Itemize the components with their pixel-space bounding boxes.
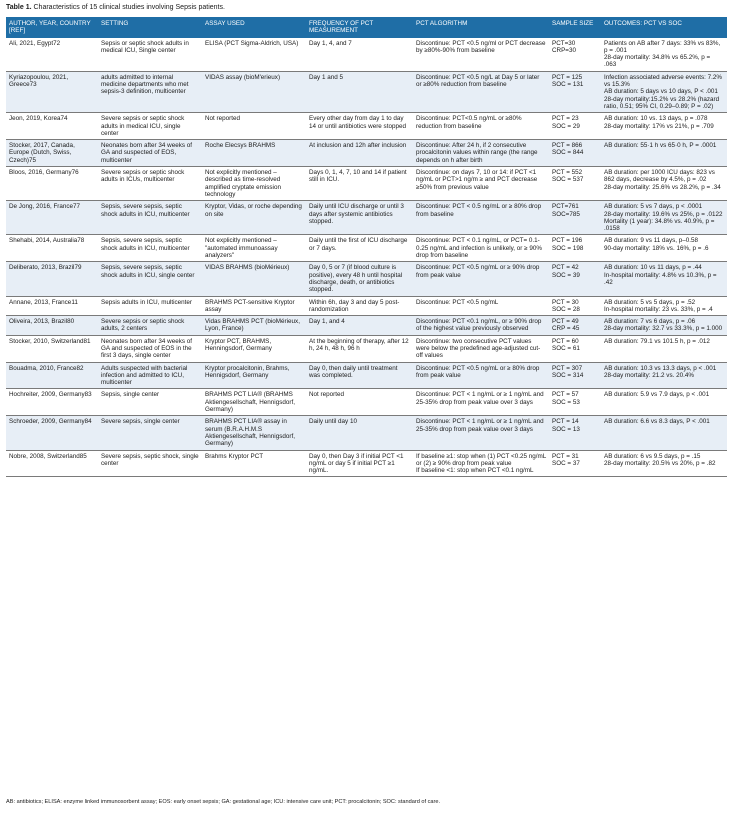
cell-text: Days 0, 1, 4, 7, 10 and 14 if patient still in ICU.: [309, 169, 407, 184]
cell-text: AB duration: 5.9 vs 7.9 days, p < .001: [604, 391, 710, 399]
column-header-setting: SETTING: [98, 17, 202, 38]
cell-text: Discontinue: PCT < 0.1 ng/mL, or PCT= 0.1-0.25 ng/mL and infection is unlikely, or ≥ 90% drop from baseline: [416, 237, 542, 260]
algorithm-cell: [413, 235, 549, 262]
cell-text: adults admitted to internal medicine departments who met sepsis-3 definition, multicenter: [101, 73, 189, 96]
cell-text: Patients on AB after 7 days: 33% vs 83%, p = .001: [604, 39, 721, 54]
sample-size-cell: [549, 201, 601, 235]
table-row: [6, 38, 727, 72]
cell-text: Discontinue: PCT <0.5 ng/ml or PCT decrease by ≥80%-90% from baseline: [416, 39, 546, 54]
author-cell: [6, 201, 98, 235]
cell-text: ELISA (PCT Sigma-Aldrich, USA): [205, 39, 299, 47]
frequency-cell: [306, 335, 413, 362]
setting-cell: [98, 389, 202, 416]
cell-text: VIDAS assay (bioM'erieux): [205, 73, 281, 81]
cell-text: AB duration: per 1000 ICU days: 823 vs 862 days, decrease by 4.5%, p = .02: [604, 169, 715, 184]
column-header-sample-size: SAMPLE SIZE: [549, 17, 601, 38]
algorithm-cell: [413, 113, 549, 140]
cell-text: At inclusion and 12h after inclusion: [309, 142, 407, 150]
algorithm-cell: [413, 167, 549, 201]
cell-text: PCT = 196: [552, 237, 583, 245]
cell-text: PCT = 30: [552, 298, 579, 306]
cell-text: PCT = 23: [552, 115, 579, 123]
cell-text: Ali, 2021, Egypt72: [9, 39, 61, 47]
sample-size-cell: [549, 316, 601, 336]
author-cell: [6, 167, 98, 201]
cell-text: Kryptor procalcitonin, Brahms, Hennigsdorf, Germany: [205, 364, 290, 379]
column-header-frequency: FREQUENCY OF PCT MEASUREMENT: [306, 17, 413, 38]
column-header-assay: ASSAY USED: [202, 17, 306, 38]
setting-cell: [98, 362, 202, 389]
author-cell: [6, 335, 98, 362]
table-row: [6, 416, 727, 450]
cell-text: SOC = 53: [552, 398, 580, 406]
setting-cell: [98, 316, 202, 336]
author-cell: [6, 71, 98, 112]
cell-text: SOC = 13: [552, 425, 580, 433]
frequency-cell: [306, 450, 413, 477]
author-cell: [6, 296, 98, 316]
outcomes-cell: [601, 71, 727, 112]
cell-text: AB duration: 9 vs 11 days, p–0.58: [604, 237, 699, 245]
cell-text: AB duration: 5 vs 5 days, p = .52: [604, 298, 696, 306]
sample-size-cell: [549, 140, 601, 167]
cell-text: Sepsis, single center: [101, 391, 160, 399]
cell-text: PCT=761: [552, 203, 579, 211]
cell-text: SOC = 29: [552, 122, 580, 130]
sample-size-cell: [549, 235, 601, 262]
outcomes-cell: [601, 296, 727, 316]
setting-cell: [98, 38, 202, 72]
cell-text: 28-day mortality: 34.8% vs 65.2%, p = .063: [604, 54, 711, 69]
sample-size-cell: [549, 389, 601, 416]
cell-text: AB duration: 10 vs 11 days, p = .44: [604, 264, 702, 272]
cell-text: SOC=785: [552, 210, 580, 218]
table-body: [6, 38, 727, 477]
assay-cell: [202, 416, 306, 450]
cell-text: Discontinue: PCT<0.5 ng/mL or ≥80% reduction from baseline: [416, 115, 522, 130]
cell-text: Within 6h, day 3 and day 5 post-randomization: [309, 298, 400, 313]
algorithm-cell: [413, 316, 549, 336]
assay-cell: [202, 335, 306, 362]
cell-text: PCT = 57: [552, 391, 579, 399]
cell-text: Infection associated adverse events: 7.2% vs 15.3%: [604, 73, 722, 89]
setting-cell: [98, 113, 202, 140]
cell-text: PCT = 14: [552, 418, 579, 426]
cell-text: Discontinue: PCT <0.1 ng/mL, or ≥ 90% drop of the highest value previously observed: [416, 318, 542, 333]
cell-text: SOC = 314: [552, 371, 584, 379]
cell-text: 28-day mortality:15.2% vs 28.2% (hazard ratio, 0.51; 95% CI, 0.29–0.89; P = .02): [604, 95, 720, 110]
cell-text: Day 0, then daily until treatment was completed.: [309, 364, 398, 379]
sample-size-cell: [549, 335, 601, 362]
cell-text: AB duration: 6.6 vs 8.3 days, P < .001: [604, 418, 710, 426]
cell-text: Roche Elecsys BRAHMS: [205, 142, 276, 150]
outcomes-cell: [601, 38, 727, 72]
author-cell: [6, 316, 98, 336]
cell-text: Severe sepsis, single center: [101, 418, 180, 426]
table-caption-text: Characteristics of 15 clinical studies involving Sepsis patients.: [33, 4, 225, 11]
setting-cell: [98, 71, 202, 112]
cell-text: Bloos, 2016, Germany76: [9, 169, 79, 177]
cell-text: Discontinue: PCT < 1 ng/mL or ≥ 1 ng/mL and 25-35% drop from peak value over 3 days: [416, 391, 544, 406]
author-cell: [6, 140, 98, 167]
author-cell: [6, 450, 98, 477]
cell-text: SOC = 198: [552, 244, 584, 252]
algorithm-cell: [413, 416, 549, 450]
cell-text: BRAHMS PCT LIA® assay in serum (B.R.A.H.M.S Aktiengesellschaft, Hennigsdorf, Germany): [205, 418, 295, 448]
cell-text: Kyriazopoulou, 2021, Greece73: [9, 73, 69, 89]
sample-size-cell: [549, 167, 601, 201]
cell-text: Sepsis, severe sepsis, septic shock adults in ICU, single center: [101, 264, 195, 279]
cell-text: Schroeder, 2009, Germany84: [9, 418, 92, 426]
assay-cell: [202, 38, 306, 72]
outcomes-cell: [601, 389, 727, 416]
setting-cell: [98, 450, 202, 477]
sample-size-cell: [549, 362, 601, 389]
cell-text: Discontinue: PCT < 1 ng/mL or ≥ 1 ng/mL and 25-35% drop from peak value over 3 days: [416, 418, 544, 433]
setting-cell: [98, 262, 202, 296]
cell-text: Sepsis or septic shock adults in medical ICU, Single center: [101, 39, 189, 54]
frequency-cell: [306, 316, 413, 336]
cell-text: Nobre, 2008, Switzerland85: [9, 452, 87, 460]
table-caption: [6, 4, 225, 11]
outcomes-cell: [601, 335, 727, 362]
cell-text: 28-day mortality: 32.7 vs 33.3%, p = 1.000: [604, 325, 723, 333]
assay-cell: [202, 389, 306, 416]
cell-text: SOC = 844: [552, 149, 584, 157]
assay-cell: [202, 296, 306, 316]
cell-text: Discontinue: PCT <0.5 ng/mL: [416, 298, 499, 306]
setting-cell: [98, 140, 202, 167]
assay-cell: [202, 235, 306, 262]
outcomes-cell: [601, 140, 727, 167]
cell-text: Sepsis adults in ICU, multicenter: [101, 298, 192, 306]
author-cell: [6, 362, 98, 389]
cell-text: Kryptor, Vidas, or roche depending on site: [205, 203, 302, 218]
table-row: [6, 316, 727, 336]
cell-text: Deliberato, 2013, Brazil79: [9, 264, 82, 272]
cell-text: Day 1 and 5: [309, 73, 343, 81]
outcomes-cell: [601, 450, 727, 477]
cell-text: Brahms Kryptor PCT: [205, 452, 264, 460]
frequency-cell: [306, 416, 413, 450]
cell-text: Daily until day 10: [309, 418, 357, 426]
cell-text: If baseline <1: stop when PCT <0.1 ng/mL: [416, 467, 534, 475]
cell-text: Day 0, then Day 3 if initial PCT <1 ng/mL or day 5 if initial PCT ≥1 ng/mL.: [309, 452, 404, 475]
cell-text: Adults suspected with bacterial infection and admitted to ICU, multicenter: [101, 364, 188, 387]
cell-text: Shehabi, 2014, Australia78: [9, 237, 85, 245]
algorithm-cell: [413, 140, 549, 167]
cell-text: Not explicitly mentioned – described as time-resolved amplified cryptate emission technology: [205, 169, 281, 198]
cell-text: Mortality (1 year): 34.8% vs. 40.9%, p = .0158: [604, 217, 715, 233]
algorithm-cell: [413, 71, 549, 112]
cell-text: PCT = 60: [552, 337, 579, 345]
cell-text: Discontinue: PCT <0.5 ng/mL or ≥ 80% drop from peak value: [416, 364, 540, 379]
setting-cell: [98, 167, 202, 201]
cell-text: AB duration: 55·1 h vs 65·0 h, P = .0001: [604, 142, 717, 150]
algorithm-cell: [413, 362, 549, 389]
cell-text: SOC = 61: [552, 344, 580, 352]
author-cell: [6, 389, 98, 416]
cell-text: Day 1, 4, and 7: [309, 39, 352, 47]
cell-text: Severe sepsis or septic shock adults in ICUs, multicenter: [101, 169, 185, 184]
cell-text: Not explicitly mentioned – "automated immunoassay analyzers": [205, 237, 278, 260]
algorithm-cell: [413, 38, 549, 72]
frequency-cell: [306, 235, 413, 262]
cell-text: Severe sepsis or septic shock adults in medical ICU, single center: [101, 115, 185, 137]
outcomes-cell: [601, 167, 727, 201]
cell-text: In-hospital mortality: 4.8% vs 10.3%, p = .42: [604, 271, 717, 286]
cell-text: Vidas BRAHMS PCT (bioMérieux, Lyon, France): [205, 318, 300, 333]
cell-text: PCT = 31: [552, 452, 579, 460]
table-row: [6, 335, 727, 362]
cell-text: Daily until the first of ICU discharge or 7 days.: [309, 237, 408, 252]
table-row: [6, 389, 727, 416]
cell-text: Sepsis, severe sepsis, septic shock adults in ICU, multicenter: [101, 237, 190, 252]
outcomes-cell: [601, 201, 727, 235]
algorithm-cell: [413, 262, 549, 296]
cell-text: 28-day mortality: 20.5% vs 20%, p = .82: [604, 459, 716, 467]
cell-text: AB duration: 7 vs 6 days, p = .06: [604, 318, 696, 326]
sample-size-cell: [549, 296, 601, 316]
cell-text: Daily until ICU discharge or until 3 days after systemic antibiotics stopped.: [309, 203, 404, 225]
assay-cell: [202, 71, 306, 112]
table-row: [6, 167, 727, 201]
author-cell: [6, 113, 98, 140]
cell-text: SOC = 131: [552, 81, 584, 89]
column-header-outcomes: OUTCOMES: PCT VS SOC: [601, 17, 727, 38]
table-caption-label: Table 1.: [6, 4, 32, 11]
assay-cell: [202, 140, 306, 167]
author-cell: [6, 262, 98, 296]
cell-text: Annane, 2013, France11: [9, 298, 78, 306]
cell-text: SOC = 39: [552, 271, 580, 279]
cell-text: PCT = 49: [552, 318, 579, 326]
cell-text: 28-day mortality: 21.2 vs. 20.4%: [604, 371, 694, 379]
sample-size-cell: [549, 450, 601, 477]
table-row: [6, 71, 727, 112]
cell-text: Bouadma, 2010, France82: [9, 364, 84, 372]
cell-text: Sepsis, severe sepsis, septic shock adults in ICU, multicenter: [101, 203, 190, 218]
algorithm-cell: [413, 389, 549, 416]
author-cell: [6, 416, 98, 450]
cell-text: Stocker, 2017, Canada, Europe (Dutch, Swiss, Czech)75: [9, 142, 75, 164]
author-cell: [6, 235, 98, 262]
cell-text: AB duration: 5 vs 7 days, p < .0001: [604, 203, 703, 211]
frequency-cell: [306, 201, 413, 235]
table-row: [6, 201, 727, 235]
outcomes-cell: [601, 113, 727, 140]
cell-text: 90-day mortality: 18% vs. 16%, p = .6: [604, 244, 709, 252]
sample-size-cell: [549, 113, 601, 140]
table-row: [6, 296, 727, 316]
cell-text: SOC = 537: [552, 176, 584, 184]
assay-cell: [202, 167, 306, 201]
sample-size-cell: [549, 416, 601, 450]
cell-text: Day 1, and 4: [309, 318, 345, 326]
cell-text: BRAHMS PCT-sensitive Kryptor assay: [205, 298, 295, 313]
outcomes-cell: [601, 316, 727, 336]
cell-text: Every other day from day 1 to day 14 or until antibiotics were stopped: [309, 115, 406, 130]
cell-text: PCT = 42: [552, 264, 579, 272]
cell-text: VIDAS BRAHMS (bioMérieux): [205, 264, 290, 272]
cell-text: PCT=30: [552, 39, 576, 47]
cell-text: Day 0, 5 or 7 (if blood culture is positive), every 48 h until hospital discharge, death, or antibiotics stopped.: [309, 264, 403, 294]
cell-text: AB duration: 79.1 vs 101.5 h, p = .012: [604, 337, 710, 345]
cell-text: Discontinue: PCT <0.5 ng/L at Day 5 or later or ≥80% reduction from baseline: [416, 73, 540, 89]
cell-text: Kryptor PCT, BRAHMS, Henningsdorf, Germany: [205, 337, 272, 352]
cell-text: Oliveira, 2013, Brazil80: [9, 318, 75, 326]
setting-cell: [98, 201, 202, 235]
frequency-cell: [306, 113, 413, 140]
cell-text: PCT = 307: [552, 364, 583, 372]
abbreviations-footnote: AB: antibiotics; ELISA: enzyme linked immunosorbent assay; EOS: early onset sepsis; GA: gestational age; ICU: intensive care unit; PCT: procalcitonin; SOC: standard of care.: [6, 799, 441, 805]
cell-text: Discontinue: After 24 h, if 2 consecutive procalcitonin values within range (the range depends on h after birth: [416, 142, 538, 164]
cell-text: Hochreiter, 2009, Germany83: [9, 391, 92, 399]
cell-text: Discontinue: on days 7, 10 or 14: if PCT <1 ng/mL or PCT>1 ng/m ≥ and PCT decrease ≥50% from previous value: [416, 169, 538, 191]
algorithm-cell: [413, 450, 549, 477]
sample-size-cell: [549, 262, 601, 296]
outcomes-cell: [601, 416, 727, 450]
assay-cell: [202, 201, 306, 235]
frequency-cell: [306, 296, 413, 316]
cell-text: BRAHMS PCT LIA® (BRAHMS Aktiengesellschaft, Hennigsdorf, Germany): [205, 391, 295, 414]
table-row: [6, 113, 727, 140]
cell-text: PCT = 866: [552, 142, 583, 150]
cell-text: SOC = 28: [552, 305, 580, 313]
cell-text: 28-day mortality: 17% vs 21%, p = .709: [604, 122, 714, 130]
frequency-cell: [306, 38, 413, 72]
cell-text: CRP=30: [552, 46, 576, 54]
outcomes-cell: [601, 262, 727, 296]
cell-text: AB duration: 10.3 vs 13.3 days, p < .001: [604, 364, 717, 372]
algorithm-cell: [413, 201, 549, 235]
algorithm-cell: [413, 296, 549, 316]
sample-size-cell: [549, 38, 601, 72]
cell-text: Jeon, 2019, Korea74: [9, 115, 68, 123]
cell-text: SOC = 37: [552, 459, 580, 467]
table-row: [6, 235, 727, 262]
table-row: [6, 362, 727, 389]
frequency-cell: [306, 140, 413, 167]
outcomes-cell: [601, 362, 727, 389]
assay-cell: [202, 316, 306, 336]
assay-cell: [202, 262, 306, 296]
table-row: [6, 140, 727, 167]
assay-cell: [202, 450, 306, 477]
frequency-cell: [306, 262, 413, 296]
assay-cell: [202, 362, 306, 389]
cell-text: At the beginning of therapy, after 12 h, 24 h, 48 h, 96 h: [309, 337, 409, 352]
cell-text: CRP = 45: [552, 325, 580, 333]
cell-text: AB duration: 6 vs 9.5 days, p = .15: [604, 452, 701, 460]
cell-text: Stocker, 2010, Switzerland81: [9, 337, 91, 345]
setting-cell: [98, 335, 202, 362]
cell-text: 28-day mortality: 25.6% vs 28.2%, p = .34: [604, 183, 721, 191]
cell-text: AB duration: 5 days vs 10 days, P < .001: [604, 88, 718, 96]
table-row: [6, 262, 727, 296]
algorithm-cell: [413, 335, 549, 362]
setting-cell: [98, 416, 202, 450]
author-cell: [6, 38, 98, 72]
cell-text: In-hospital mortality: 23 vs. 33%, p = .4: [604, 305, 713, 313]
setting-cell: [98, 235, 202, 262]
outcomes-cell: [601, 235, 727, 262]
cell-text: Severe sepsis or septic shock adults, 2 centers: [101, 318, 185, 333]
cell-text: Not reported: [309, 391, 345, 399]
cell-text: Not reported: [205, 115, 241, 123]
cell-text: Discontinue: PCT <0.5 ng/mL or ≥ 90% drop from peak value: [416, 264, 540, 279]
frequency-cell: [306, 389, 413, 416]
frequency-cell: [306, 362, 413, 389]
frequency-cell: [306, 71, 413, 112]
column-header-algorithm: PCT ALGORITHM: [413, 17, 549, 38]
cell-text: PCT = 552: [552, 169, 583, 177]
cell-text: De Jong, 2016, France77: [9, 203, 81, 211]
header-row: [6, 17, 727, 38]
cell-text: If baseline ≥1: stop when (1) PCT <0.25 ng/mL or (2) ≥ 90% drop from peak value: [416, 452, 546, 467]
assay-cell: [202, 113, 306, 140]
table-row: [6, 450, 727, 477]
frequency-cell: [306, 167, 413, 201]
column-header-author: AUTHOR, YEAR, COUNTRY [REF]: [6, 17, 98, 38]
cell-text: 28-day mortality: 19.6% vs 25%, p = .0122: [604, 210, 723, 218]
studies-table: [6, 17, 727, 477]
cell-text: Severe sepsis, septic shock, single center: [101, 452, 199, 467]
cell-text: Discontinue: PCT < 0.5 ng/mL or ≥ 80% drop from baseline: [416, 203, 542, 218]
cell-text: PCT = 125: [552, 73, 583, 81]
cell-text: AB duration: 10 vs. 13 days, p = .078: [604, 115, 708, 123]
cell-text: Discontinue: two consecutive PCT values were below the predefined age-adjusted cut-off values: [416, 337, 541, 360]
cell-text: Neonates born after 34 weeks of GA and suspected of EOS in the first 3 days, single center: [101, 337, 193, 360]
cell-text: Neonates born after 34 weeks of GA and suspected of EOS, multicenter: [101, 142, 193, 164]
setting-cell: [98, 296, 202, 316]
sample-size-cell: [549, 71, 601, 112]
